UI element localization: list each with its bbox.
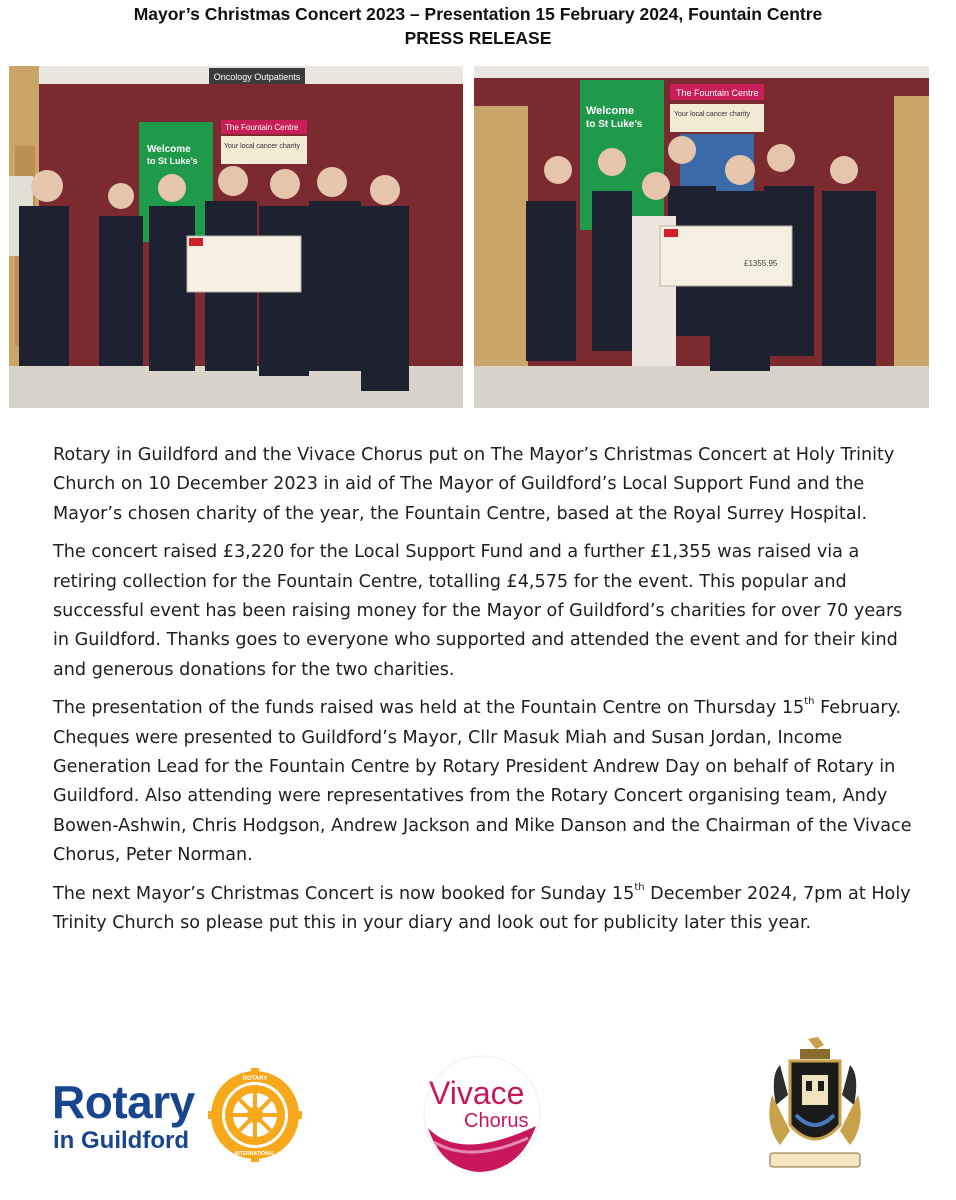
press-release-body (53, 441, 913, 948)
photo-cheque-presentation-left (9, 66, 463, 408)
rotary-ring-bottom-text: INTERNATIONAL (234, 1151, 276, 1157)
ordinal-suffix: th (634, 881, 645, 893)
paragraph-1: Rotary in Guildford and the Vivace Chorus put on The Mayor’s Christmas Concert at Holy Trinity Church on 10 December 2023 in aid of The Mayor of Guildford’s Local Support Fund and the Mayor’s chosen charity of the year, the Fountain Centre, based at the Royal Surrey Hospital. (53, 445, 895, 524)
sign-to-st-lukes: to St Luke’s (147, 156, 198, 166)
sign-charity: Your local cancer charity (224, 143, 301, 150)
sign-welcome: Welcome (147, 144, 191, 155)
rotary-in-guildford-logo (52, 1068, 302, 1168)
press-release-label: PRESS RELEASE (404, 28, 552, 48)
paragraph-4 (53, 880, 913, 939)
sign-welcome: Welcome (586, 105, 635, 117)
paragraph-3-part-b: February. Cheques were presented to Guildford’s Mayor, Cllr Masuk Miah and Susan Jordan, Income Generation Lead for the Fountain Centre by Rotary President Andrew Day on behalf of Rotary in Guildford. Also attending were representatives from the Rotary Concert organising team, Andy Bowen-Ashwin, Chris Hodgson, Andrew Jackson and Mike Danson and the Chairman of the Vivace Chorus, Peter Norman. (53, 698, 912, 866)
sign-to-st-lukes: to St Luke’s (586, 119, 643, 130)
photo-cheque-presentation-right (474, 66, 929, 408)
rotary-subtitle: in Guildford (53, 1127, 189, 1154)
coat-of-arms-icon (760, 1035, 870, 1183)
vivace-chorus-logo (420, 1052, 544, 1176)
guildford-coat-of-arms (760, 1035, 870, 1183)
paragraph-3 (53, 694, 913, 870)
paragraph-3-part-a: The presentation of the funds raised was held at the Fountain Centre on Thursday 15 (53, 698, 805, 719)
rotary-wheel-icon (208, 1068, 302, 1162)
sign-fountain-centre: The Fountain Centre (676, 88, 759, 98)
cheque-amount: £1355.95 (744, 259, 778, 268)
ordinal-suffix: th (804, 696, 815, 708)
page-header (0, 2, 956, 50)
rotary-ring-top-text: ROTARY (242, 1076, 268, 1082)
press-title: Mayor’s Christmas Concert 2023 – Presentation 15 February 2024, Fountain Centre (133, 4, 823, 24)
photo-right-illustration (474, 66, 929, 408)
paragraph-4-part-a: The next Mayor’s Christmas Concert is now booked for Sunday 15 (53, 883, 635, 904)
paragraph-4-part-b: December 2024, 7pm at Holy Trinity Church so please put this in your diary and look out for publicity later this year. (53, 883, 911, 934)
sign-fountain-centre: The Fountain Centre (225, 123, 299, 132)
paragraph-2: The concert raised £3,220 for the Local Support Fund and a further £1,355 was raised via a retiring collection for the Fountain Centre, totalling £4,575 for the event. This popular and successful event has been raising money for the Mayor of Guildford’s charities for over 70 years in Guildford. Thanks goes to everyone who supported and attended the event and for their kind and generous donations for the two charities. (53, 542, 903, 680)
sign-oncology: Oncology Outpatients (213, 72, 301, 82)
sign-charity: Your local cancer charity (674, 111, 751, 118)
vivace-wordmark: Vivace (429, 1075, 525, 1111)
vivace-subtitle: Chorus (464, 1110, 529, 1132)
rotary-wordmark: Rotary (52, 1076, 195, 1128)
photo-left-illustration (9, 66, 463, 408)
